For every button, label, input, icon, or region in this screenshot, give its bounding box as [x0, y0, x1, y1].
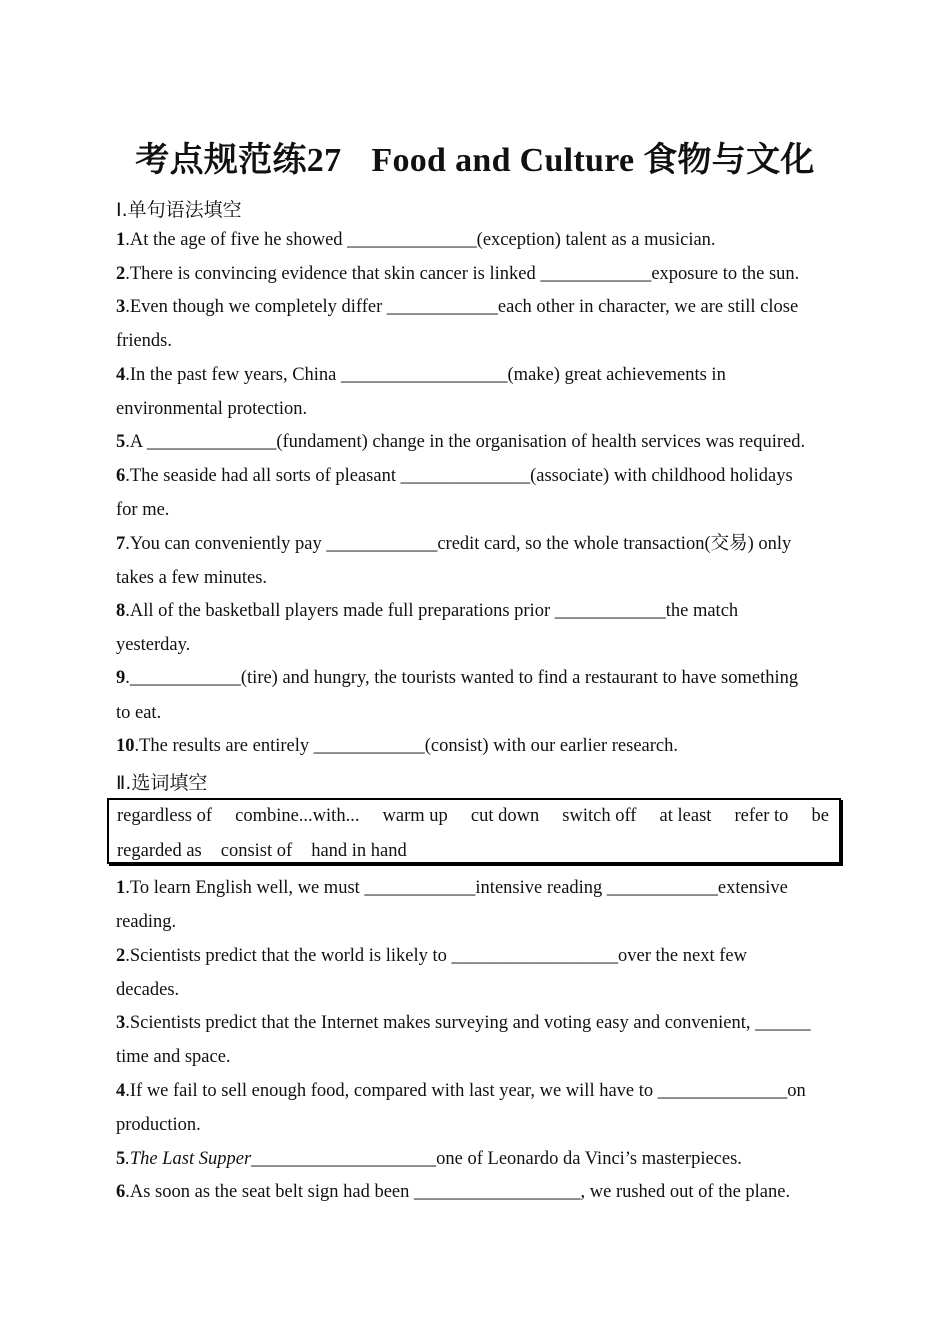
s2-line: production.	[116, 1115, 201, 1135]
word-bank-item: hand in hand	[311, 841, 407, 861]
s1-line: takes a few minutes.	[116, 568, 268, 588]
s1-line: for me.	[116, 500, 170, 520]
section1-heading: Ⅰ.单句语法填空	[116, 199, 242, 221]
word-bank-line2	[117, 841, 426, 862]
word-bank-item: at least	[659, 806, 712, 826]
word-bank-item: regarded as	[117, 841, 202, 861]
s1-line: 3.Even though we completely differ ____________each other in character, we are still close	[116, 297, 799, 317]
word-bank-line1	[117, 806, 829, 827]
title-prefix: 考点规范练27	[135, 142, 342, 179]
word-bank-item: combine...with...	[235, 806, 360, 826]
s2-line: reading.	[116, 912, 177, 932]
s1-line: 4.In the past few years, China __________________(make) great achievements in	[116, 365, 726, 385]
s1-line: 5.A ______________(fundament) change in the organisation of health services was required.	[116, 432, 806, 452]
s1-line: 7.You can conveniently pay ____________credit card, so the whole transaction(交易) only	[116, 534, 792, 554]
s1-line: to eat.	[116, 703, 162, 723]
s2-line: time and space.	[116, 1047, 231, 1067]
s2-line: decades.	[116, 980, 180, 1000]
word-bank-item: be	[811, 806, 829, 826]
word-bank-item: refer to	[734, 806, 789, 826]
word-bank-item: switch off	[562, 806, 637, 826]
word-bank-item: regardless of	[117, 806, 213, 826]
s1-line: environmental protection.	[116, 399, 308, 419]
s2-line: 6.As soon as the seat belt sign had been __________________, we rushed out of the plane.	[116, 1182, 791, 1202]
s1-line: friends.	[116, 331, 172, 351]
word-bank-item: consist of	[220, 841, 293, 861]
s1-line: 8.All of the basketball players made full preparations prior ____________the match	[116, 601, 739, 621]
title-main: Food and Culture 食物与文化	[371, 142, 815, 179]
s1-line: 1.At the age of five he showed ______________(exception) talent as a musician.	[116, 230, 716, 250]
s1-line: 6.The seaside had all sorts of pleasant ______________(associate) with childhood holidays	[116, 466, 793, 486]
s2-line: 2.Scientists predict that the world is likely to __________________over the next few	[116, 946, 747, 966]
word-bank-box	[107, 798, 841, 864]
s1-line: 10.The results are entirely ____________(consist) with our earlier research.	[116, 736, 679, 756]
s1-line: yesterday.	[116, 635, 191, 655]
s2-line: 4.If we fail to sell enough food, compared with last year, we will have to ______________on	[116, 1081, 806, 1101]
s2-line: 3.Scientists predict that the Internet makes surveying and voting easy and convenient, ______	[116, 1013, 811, 1033]
section2-heading: Ⅱ.选词填空	[116, 772, 208, 794]
s1-line: 2.There is convincing evidence that skin cancer is linked ____________exposure to the sun.	[116, 264, 800, 284]
page-title	[0, 132, 950, 181]
s2-line: 1.To learn English well, we must ____________intensive reading ____________extensive	[116, 878, 788, 898]
word-bank-item: warm up	[382, 806, 448, 826]
word-bank-item: cut down	[470, 806, 540, 826]
s2-line: 5.The Last Supper____________________one of Leonardo da Vinci’s masterpieces.	[116, 1149, 742, 1169]
s1-line: 9.____________(tire) and hungry, the tourists wanted to find a restaurant to have something	[116, 668, 799, 688]
